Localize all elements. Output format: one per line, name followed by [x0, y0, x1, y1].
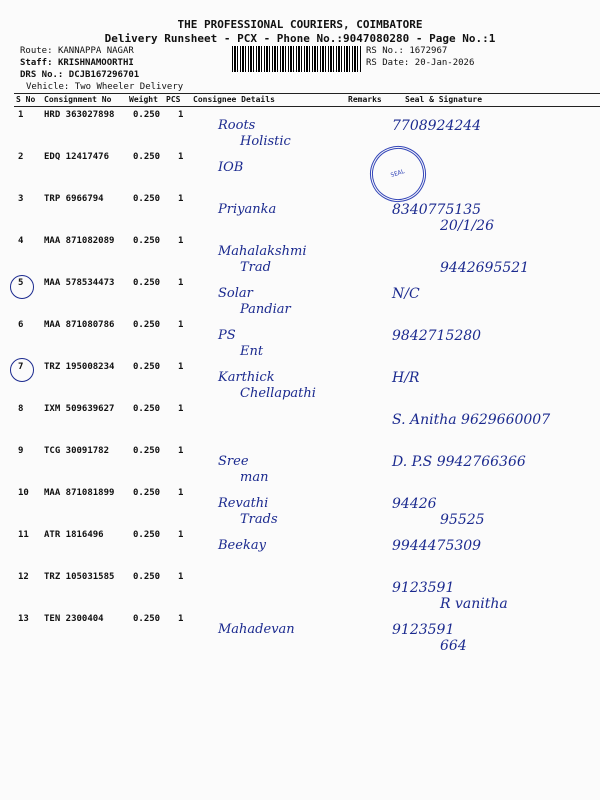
- row-signature-line2: 20/1/26: [440, 218, 494, 234]
- row-consignee-name: Sree: [218, 454, 249, 469]
- row-pcs: 1: [178, 236, 184, 246]
- staff-label: Staff:: [20, 58, 53, 68]
- row-signature-line2: 664: [440, 638, 467, 654]
- barcode: [232, 46, 362, 72]
- row-weight: 0.250: [133, 110, 161, 120]
- row-sno: 5: [18, 278, 24, 288]
- staff-line: [20, 57, 134, 69]
- row-consignment-no: MAA 578534473: [44, 278, 115, 288]
- row-weight: 0.250: [133, 404, 161, 414]
- row-consignment-no: MAA 871082089: [44, 236, 115, 246]
- row-signature: 7708924244: [392, 118, 482, 134]
- rs-date-line: [366, 57, 474, 69]
- row-weight: 0.250: [133, 572, 161, 582]
- row-pcs: 1: [178, 446, 184, 456]
- row-sno: 13: [18, 614, 29, 624]
- row-signature: 94426: [392, 496, 437, 512]
- row-weight: 0.250: [133, 152, 161, 162]
- row-signature: S. Anitha 9629660007: [392, 412, 551, 428]
- rs-no-label: RS No.:: [366, 46, 404, 56]
- row-sno: 3: [18, 194, 24, 204]
- row-consignment-no: MAA 871080786: [44, 320, 115, 330]
- row-pcs: 1: [178, 278, 184, 288]
- row-consignment-no: TRZ 195008234: [44, 362, 115, 372]
- row-sno: 10: [18, 488, 29, 498]
- row-consignee-name: Roots: [218, 118, 256, 133]
- runsheet-title: Delivery Runsheet - PCX - Phone No.:9047080280 - Page No.:1: [104, 32, 496, 45]
- row-consignee-name-line2: Ent: [240, 344, 264, 359]
- row-consignee-name-line2: Trads: [240, 512, 278, 527]
- row-weight: 0.250: [133, 278, 161, 288]
- row-sno: 12: [18, 572, 29, 582]
- row-signature-line2: 9442695521: [440, 260, 530, 276]
- row-sno: 9: [18, 446, 24, 456]
- row-consignee-name-line2: Holistic: [240, 134, 291, 149]
- row-consignee-name-line2: man: [240, 470, 269, 485]
- drs-line: [20, 69, 139, 81]
- row-signature: H/R: [392, 370, 420, 386]
- row-sno: 7: [18, 362, 24, 372]
- table-top-rule: [14, 93, 600, 94]
- rs-date-value: 20-Jan-2026: [414, 58, 475, 68]
- col-consignee: Consignee Details: [193, 95, 275, 104]
- row-consignee-name: Mahadevan: [218, 622, 295, 637]
- row-signature: 9944475309: [392, 538, 482, 554]
- row-consignee-name: Priyanka: [218, 202, 277, 217]
- row-consignee-name-line2: Chellapathi: [240, 386, 316, 401]
- row-weight: 0.250: [133, 236, 161, 246]
- row-consignee-name-line2: Pandiar: [240, 302, 291, 317]
- row-consignee-name: Beekay: [218, 538, 266, 553]
- row-consignment-no: TCG 30091782: [44, 446, 110, 456]
- rs-no-value: 1672967: [409, 46, 448, 56]
- vehicle-value: Two Wheeler Delivery: [74, 82, 184, 92]
- col-remarks: Remarks: [348, 95, 382, 104]
- row-consignment-no: IXM 509639627: [44, 404, 115, 414]
- row-signature: 8340775135: [392, 202, 482, 218]
- row-signature-line2: R vanitha: [440, 596, 508, 612]
- row-consignee-name: Mahalakshmi: [218, 244, 307, 259]
- route-value: KANNAPPA NAGAR: [57, 46, 134, 56]
- row-signature: 9123591: [392, 580, 455, 596]
- company-seal-stamp: SEAL: [363, 139, 434, 210]
- col-consignment: Consignment No: [44, 95, 112, 104]
- row-pcs: 1: [178, 530, 184, 540]
- row-consignee-name: IOB: [218, 160, 244, 175]
- circled-row-7: [10, 358, 34, 382]
- row-consignment-no: EDQ 12417476: [44, 152, 110, 162]
- rs-no-line: [366, 45, 447, 57]
- row-pcs: 1: [178, 572, 184, 582]
- row-pcs: 1: [178, 614, 184, 624]
- row-signature: N/C: [392, 286, 420, 302]
- row-pcs: 1: [178, 152, 184, 162]
- route-line: [20, 45, 134, 57]
- vehicle-line: [26, 81, 183, 93]
- row-consignment-no: TRZ 105031585: [44, 572, 115, 582]
- col-pcs: PCS: [166, 95, 181, 104]
- row-sno: 11: [18, 530, 29, 540]
- row-weight: 0.250: [133, 488, 161, 498]
- rs-date-label: RS Date:: [366, 58, 410, 68]
- row-signature: D. P.S 9942766366: [392, 454, 526, 470]
- row-weight: 0.250: [133, 614, 161, 624]
- circled-row-5: [10, 275, 34, 299]
- row-pcs: 1: [178, 404, 184, 414]
- row-sno: 4: [18, 236, 24, 246]
- route-label: Route:: [20, 46, 53, 56]
- row-consignment-no: TEN 2300404: [44, 614, 104, 624]
- row-consignment-no: MAA 871081899: [44, 488, 115, 498]
- row-weight: 0.250: [133, 362, 161, 372]
- row-consignee-name: Karthick: [218, 370, 275, 385]
- drs-label: DRS No.:: [20, 70, 64, 80]
- row-signature: 9842715280: [392, 328, 482, 344]
- row-pcs: 1: [178, 488, 184, 498]
- row-signature-line2: 95525: [440, 512, 485, 528]
- row-weight: 0.250: [133, 530, 161, 540]
- row-sno: 8: [18, 404, 24, 414]
- row-weight: 0.250: [133, 194, 161, 204]
- table-header-rule: [14, 106, 600, 107]
- row-pcs: 1: [178, 320, 184, 330]
- row-consignee-name: PS: [218, 328, 236, 343]
- row-consignee-name: Solar: [218, 286, 253, 301]
- row-pcs: 1: [178, 362, 184, 372]
- row-sno: 2: [18, 152, 24, 162]
- row-signature: 9123591: [392, 622, 455, 638]
- row-consignment-no: TRP 6966794: [44, 194, 104, 204]
- row-consignee-name-line2: Trad: [240, 260, 271, 275]
- row-consignee-name: Revathi: [218, 496, 269, 511]
- row-pcs: 1: [178, 194, 184, 204]
- row-sno: 6: [18, 320, 24, 330]
- row-consignment-no: HRD 363027898: [44, 110, 115, 120]
- row-weight: 0.250: [133, 446, 161, 456]
- row-sno: 1: [18, 110, 24, 120]
- staff-value: KRISHNAMOORTHI: [57, 58, 134, 68]
- company-title: THE PROFESSIONAL COURIERS, COIMBATORE: [177, 18, 423, 31]
- col-seal: Seal & Signature: [405, 95, 483, 104]
- row-consignment-no: ATR 1816496: [44, 530, 104, 540]
- col-sno: S No: [16, 95, 36, 104]
- drs-value: DCJB167296701: [68, 70, 140, 80]
- col-weight: Weight: [129, 95, 158, 104]
- vehicle-label: Vehicle:: [26, 82, 70, 92]
- row-weight: 0.250: [133, 320, 161, 330]
- row-pcs: 1: [178, 110, 184, 120]
